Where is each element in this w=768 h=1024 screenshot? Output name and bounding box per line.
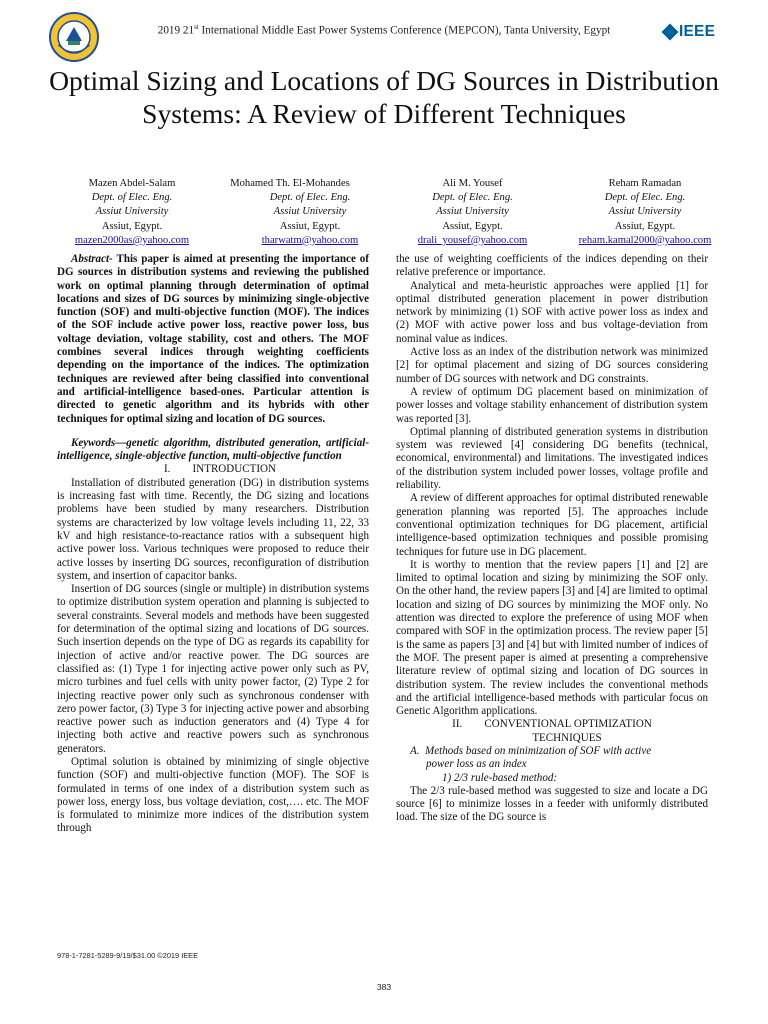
- author-email-link[interactable]: mazen2000as@yahoo.com: [74, 234, 190, 246]
- author-city: Assiut, Egypt.: [101, 220, 163, 232]
- author-1: [62, 177, 202, 248]
- right-column: [396, 253, 708, 825]
- paragraph: The 2/3 rule-based method was suggested to size and locate a DG source [6] to minimize losses in a feeder with uniformly distributed load. The size of the DG source is: [396, 784, 708, 824]
- author-email-link[interactable]: tharwatm@yahoo.com: [261, 234, 359, 246]
- subsection-heading-a: A. Methods based on minimization of SOF with active power loss as an index: [410, 744, 652, 771]
- author-dept: Dept. of Elec. Eng.: [269, 192, 351, 204]
- paragraph: the use of weighting coefficients of the indices depending on their relative preference or importance.: [396, 253, 708, 279]
- ieee-diamond-icon: [662, 24, 679, 41]
- paragraph: Active loss as an index of the distribution network was minimized [2] for optimal placement and sizing of DG sources considering number of DG sources with network and DG constraints.: [396, 346, 708, 385]
- author-univ: Assiut University: [95, 206, 169, 218]
- paragraph: Installation of distributed generation (DG) in distribution systems is increasing fast with time. Recently, the DG sizing and locations problems have been studied by many researchers. Distribution systems are characterized by low voltage levels including 11, 22, 33 kV and high resistance-to-reactance ratios with a subsequent high active power loss. Various techniques were proposed to reduce their active losses by inserting DG sources, reconfiguration of distribution system, and insertion of capacitor banks.: [57, 476, 369, 582]
- paragraph: Analytical and meta-heuristic approaches were applied [1] for optimal distributed generation placement in power distribution network by minimizing (1) SOF with active power loss as index and (2) MOF with active power loss and bus voltage-deviation from nominal value as indices.: [396, 279, 708, 345]
- author-name: Mazen Abdel-Salam: [88, 178, 176, 189]
- paragraph: A review of different approaches for optimal distributed renewable generation planning was reported [5]. The approaches include conventional optimization techniques for DG placement, artificial intelligence-based optimization techniques and possible promising techniques for future use in DG placement.: [396, 492, 708, 558]
- author-name: Ali M. Yousef: [442, 178, 503, 189]
- conference-header: 2019 21st International Middle East Power Systems Conference (MEPCON), Tanta University, Egypt: [157, 23, 611, 37]
- page-number: 383: [376, 982, 392, 992]
- author-dept: Dept. of Elec. Eng.: [604, 192, 686, 204]
- subsubsection-heading-1: 1) 2/3 rule-based method:: [442, 771, 558, 784]
- paragraph: Insertion of DG sources (single or multiple) in distribution systems to optimize distribution system operation and planning is subjected to several constraints. Several models and methods have been suggested for determination of the optimal sizing and locations of DG sources. Such insertion depends on the type of DG as regards its capability for injection of active and/or reactive power. The DG sources are classified as: (1) Type 1 for injecting active power only such as PV, micro turbines and fuel cells with unity power factor, (2) Type 2 for injecting reactive power only such as synchronous condenser with zero power factor, (3) Type 3 for injecting active power and absorbing reactive power such as induction generators and (4) Type 4 for injecting both active and reactive powers such as synchronous generators.: [57, 583, 369, 755]
- author-name: Reham Ramadan: [608, 178, 682, 189]
- author-univ: Assiut University: [436, 206, 509, 218]
- abstract: Abstract- This paper is aimed at presenting the importance of DG sources in distribution systems and reviewing the published work on optimal planning through determination of optimal locations and sizes of DG sources by minimizing single-objective function (SOF) and multi-objective function (MOF). The indices of the SOF include active power loss, reactive power loss, bus voltage deviation, voltage stability, cost and others. The MOF combines several indices through weighting coefficients depending on the importance of the indices. The optimization techniques are reviewed after being classified into conventional and artificial-intelligence based-ones. Particular attention is directed to genetic algorithm and its hybrids with other techniques for optimal sizing and location of DG sources.: [57, 253, 369, 425]
- author-4: [560, 177, 730, 248]
- paragraph: Optimal solution is obtained by minimizing of single objective function (SOF) and multi-objective function (MOF). The SOF is formulated in terms of one index of a distribution system such as power loss, energy loss, bus voltage deviation, cost,…. etc. The MOF is formulated to minimize more indices of the distribution system through: [57, 755, 369, 835]
- paragraph: A review of optimum DG placement based on minimization of power losses and voltage stability enhancement of distribution system was reported [3].: [396, 385, 708, 425]
- left-column: [57, 253, 369, 836]
- author-univ: Assiut University: [273, 206, 347, 218]
- author-univ: Assiut University: [608, 206, 682, 218]
- section-heading-conventional: II. CONVENTIONAL OPTIMIZATION TECHNIQUES: [452, 718, 652, 744]
- author-email-link[interactable]: reham.kamal2000@yahoo.com: [578, 234, 712, 246]
- section-heading-introduction: I. INTRODUCTION: [164, 463, 276, 476]
- author-2: [210, 177, 370, 248]
- author-dept: Dept. of Elec. Eng.: [432, 192, 513, 204]
- ieee-logo: IEEE: [664, 22, 715, 42]
- author-city: Assiut, Egypt.: [442, 220, 503, 232]
- author-3: [400, 177, 545, 248]
- university-seal-logo: [48, 11, 100, 63]
- author-name: Mohamed Th. El-Mohandes: [230, 178, 350, 189]
- author-dept: Dept. of Elec. Eng.: [91, 192, 173, 204]
- author-block: [0, 177, 768, 247]
- author-city: Assiut, Egypt.: [614, 220, 676, 232]
- paper-title: Optimal Sizing and Locations of DG Sources in Distribution Systems: A Review of Different Techniques: [49, 65, 719, 129]
- keywords: Keywords—genetic algorithm, distributed generation, artificial-intelligence, single-objective function, multi-objective function: [57, 436, 369, 463]
- author-email-link[interactable]: drali_yousef@yahoo.com: [417, 234, 528, 246]
- paragraph: Optimal planning of distributed generation systems in distribution system was reviewed [4] considering DG benefits (technical, economical, environmental) and limitations. The investigated indices of the distribution system included power losses, voltage profile and reliability.: [396, 425, 708, 492]
- author-city: Assiut, Egypt.: [279, 220, 341, 232]
- paragraph: It is worthy to mention that the review papers [1] and [2] are limited to optimal location and sizing by minimizing the SOF only. On the other hand, the review papers [3] and [4] are limited to optimal location and sizing of DG sources by minimizing the MOF only. No attention was directed to explore the preference of using MOF when compared with SOF in the optimization process. The review paper [5] is the same as papers [3] and [4] but with limited number of indices of the MOF. The present paper is aimed at presenting a comprehensive literature review of optimal sizing and location of DG sources in distribution system. The review includes the conventional methods and the artificial intelligence-based methods with particular focus on Genetic Algorithm applications.: [396, 558, 708, 718]
- copyright-footer: 978-1-7281-5289-9/19/$31.00 ©2019 IEEE: [57, 951, 199, 960]
